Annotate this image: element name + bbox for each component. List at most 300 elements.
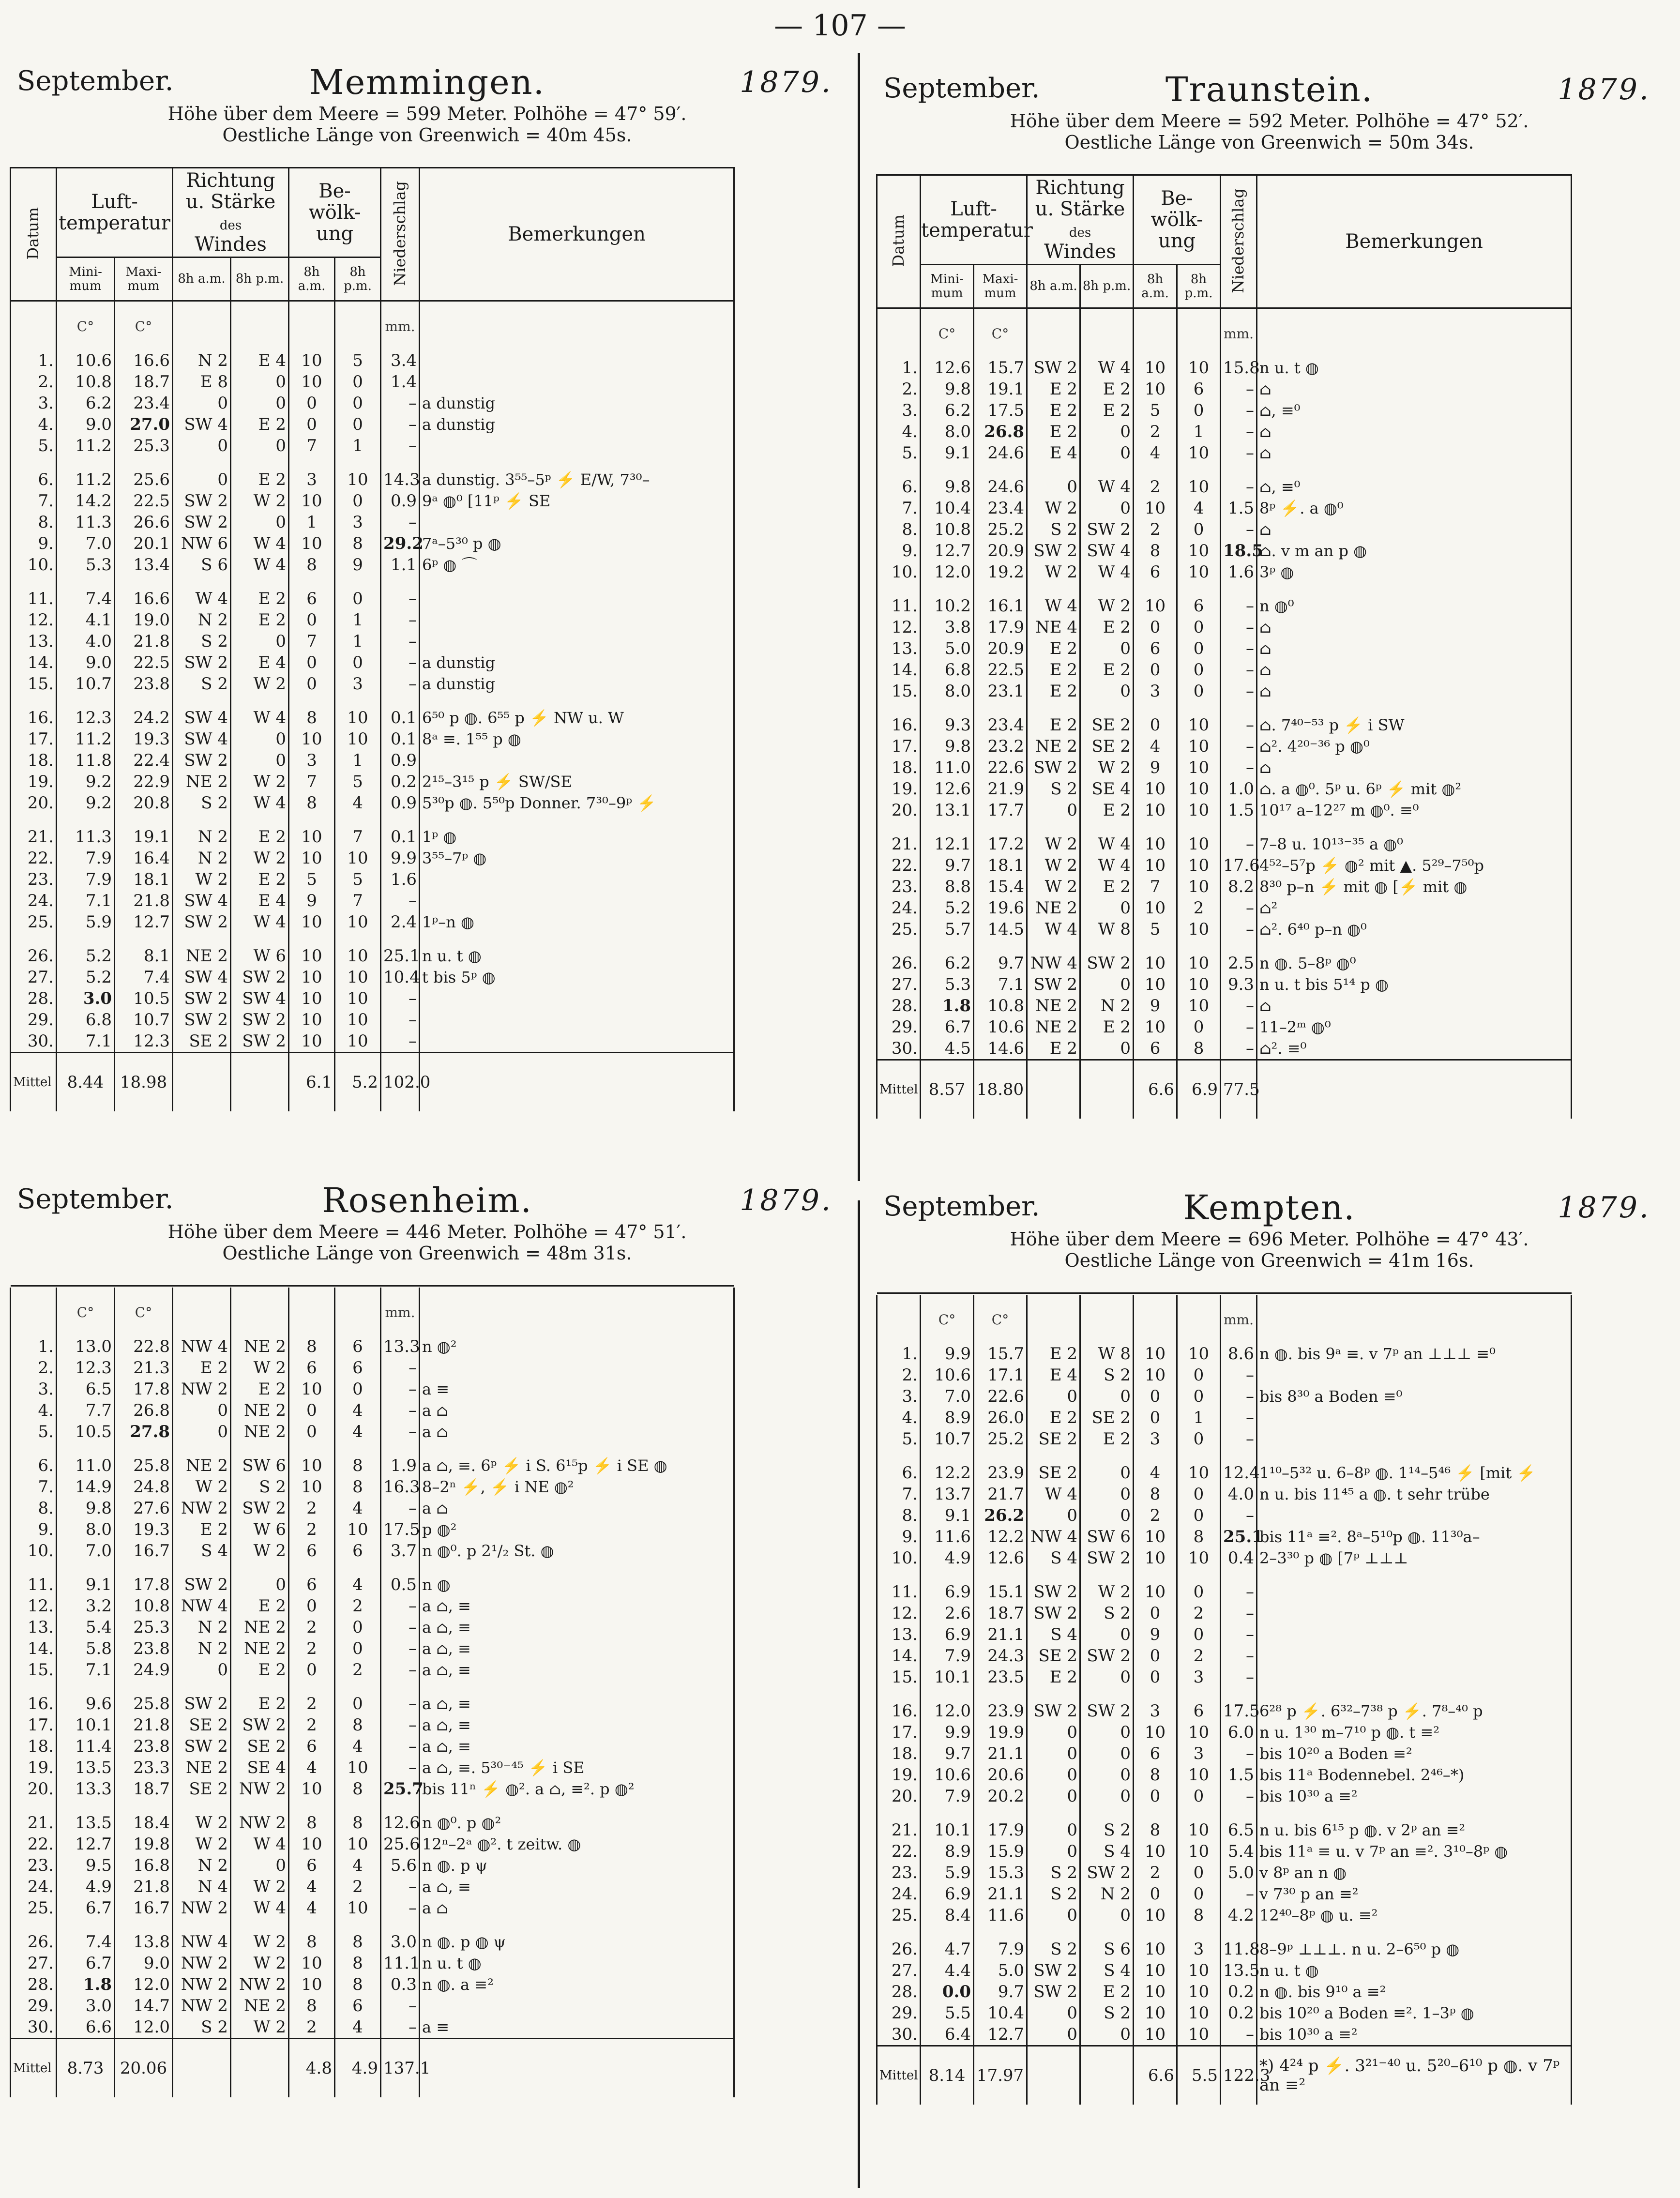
cell-wind-am: SW 2 (1027, 1603, 1080, 1624)
mittel-max: 20.06 (115, 2038, 173, 2097)
cell-cloud-am: 10 (289, 371, 335, 393)
cell-cloud-am: 10 (289, 933, 335, 967)
cell-max-temp: 7.1 (974, 974, 1027, 995)
cell-cloud-am: 4 (289, 1897, 335, 1919)
cell-wind-am: W 2 (173, 869, 231, 890)
cell-min-temp: 6.8 (921, 659, 974, 681)
table-row (877, 2024, 1572, 2046)
table-row (11, 1995, 734, 2016)
cell-date: 20. (11, 1778, 57, 1800)
cell-date: 9. (11, 533, 57, 554)
cell-wind-pm: 0 (1080, 1624, 1134, 1645)
cell-max-temp: 15.4 (974, 876, 1027, 897)
table-row (877, 778, 1572, 800)
cell-cloud-pm: 8 (335, 1953, 381, 1974)
table-row (877, 540, 1572, 561)
cell-cloud-pm: 8 (335, 1800, 381, 1834)
mittel-cloud-pm: 6.9 (1177, 1060, 1221, 1119)
cell-wind-am: E 2 (173, 1519, 231, 1540)
cell-remarks: 1ᵖ ◍ (420, 814, 734, 848)
cell-min-temp: 7.0 (57, 533, 115, 554)
cell-wind-pm: SW 2 (1080, 519, 1134, 540)
table-row (11, 512, 734, 533)
cell-cloud-am: 10 (289, 1953, 335, 1974)
cell-wind-am: S 2 (173, 792, 231, 814)
cell-wind-am: W 4 (1027, 1484, 1080, 1505)
cell-precip: – (381, 1736, 420, 1757)
cell-date: 5. (877, 1428, 921, 1450)
cell-min-temp: 10.6 (57, 337, 115, 371)
cell-cloud-am: 10 (1134, 1926, 1177, 1960)
cell-cloud-am: 2 (289, 1498, 335, 1519)
cell-remarks: a ⌂, ≡. 5³⁰⁻⁴⁵ ⚡ i SE (420, 1757, 734, 1778)
cell-cloud-pm: 1 (1177, 421, 1221, 442)
cell-max-temp: 25.3 (115, 1617, 173, 1638)
cell-precip: 2.4 (381, 911, 420, 933)
cell-cloud-pm: 10 (1177, 800, 1221, 821)
cell-max-temp: 24.2 (115, 695, 173, 728)
cell-precip: – (381, 393, 420, 414)
table-row (11, 609, 734, 631)
cell-date: 1. (877, 1331, 921, 1364)
cell-wind-am: SW 4 (173, 728, 231, 750)
cell-cloud-am: 2 (289, 1617, 335, 1638)
cell-cloud-pm: 4 (1177, 498, 1221, 519)
cell-wind-pm: SW 2 (1080, 1862, 1134, 1883)
cell-precip: – (381, 1421, 420, 1442)
table-row (11, 750, 734, 771)
cell-precip: 1.5 (1221, 498, 1257, 519)
cell-cloud-pm: 10 (1177, 778, 1221, 800)
table-row (11, 890, 734, 911)
cell-cloud-am: 6 (289, 1540, 335, 1561)
cell-wind-pm: SW 4 (1080, 540, 1134, 561)
station-traunstein (866, 70, 1672, 1119)
cell-wind-am: NE 2 (173, 933, 231, 967)
cell-min-temp: 5.0 (921, 638, 974, 659)
cell-cloud-am: 0 (289, 1659, 335, 1681)
cell-precip: – (1221, 1407, 1257, 1428)
header-wind-am: 8h a.m. (173, 258, 231, 301)
longitude-line: Oestliche Länge von Greenwich = 50m 34s. (1064, 132, 1474, 153)
table-row (877, 1926, 1572, 1960)
cell-wind-am: W 2 (173, 1834, 231, 1855)
cell-max-temp: 16.7 (115, 1540, 173, 1561)
cell-cloud-am: 2 (1134, 421, 1177, 442)
cell-date: 25. (877, 919, 921, 940)
cell-cloud-am: 6 (289, 576, 335, 609)
cell-max-temp: 20.2 (974, 1786, 1027, 1807)
table-row (877, 1386, 1572, 1407)
cell-wind-am: NE 2 (1027, 736, 1080, 757)
cell-max-temp: 12.6 (974, 1547, 1027, 1569)
cell-wind-pm: SE 2 (231, 1736, 289, 1757)
cell-max-temp: 26.8 (115, 1400, 173, 1421)
cell-wind-pm: 0 (231, 1855, 289, 1876)
cell-remarks: a dunstig (420, 673, 734, 695)
cell-remarks: n ◍⁰ (1257, 583, 1572, 617)
cell-wind-am: SW 2 (173, 490, 231, 512)
cell-max-temp: 15.9 (974, 1841, 1027, 1862)
cell-remarks: 1¹⁰–5³² u. 6–8ᵖ ◍. 1¹⁴–5⁴⁶ ⚡ [mit ⚡ (1257, 1450, 1572, 1484)
cell-date: 29. (877, 1016, 921, 1038)
cell-precip: 1.6 (381, 869, 420, 890)
cell-cloud-pm: 0 (1177, 659, 1221, 681)
cell-cloud-pm: 0 (1177, 1883, 1221, 1905)
altitude-line: Höhe über dem Meere = 446 Meter. Polhöhe = 47° 51′. (167, 1221, 687, 1243)
cell-precip: – (1221, 638, 1257, 659)
header-wind-am: 8h a.m. (1027, 265, 1080, 308)
cell-wind-am: N 2 (173, 609, 231, 631)
weather-table (876, 1292, 1572, 2105)
cell-max-temp: 20.8 (115, 792, 173, 814)
cell-precip: 25.6 (381, 1834, 420, 1855)
table-row (877, 876, 1572, 897)
cell-date: 5. (11, 1421, 57, 1442)
cell-min-temp: 12.0 (921, 1688, 974, 1722)
cell-wind-pm: W 4 (1080, 855, 1134, 876)
cell-wind-am: NW 4 (173, 1919, 231, 1953)
cell-cloud-am: 6 (1134, 1743, 1177, 1764)
cell-wind-am: W 4 (173, 576, 231, 609)
cell-wind-am: NW 2 (173, 1974, 231, 1995)
cell-cloud-pm: 0 (1177, 1786, 1221, 1807)
cell-remarks: ⌂. 7⁴⁰⁻⁵³ p ⚡ i SW (1257, 702, 1572, 736)
cell-date: 2. (11, 371, 57, 393)
cell-cloud-pm: 0 (335, 1379, 381, 1400)
cell-cloud-pm: 4 (335, 1400, 381, 1421)
cell-remarks: ⌂² (1257, 897, 1572, 919)
cell-wind-pm: SW 2 (231, 967, 289, 988)
cell-max-temp: 19.2 (974, 561, 1027, 583)
mittel-cloud-am: 6.6 (1134, 2046, 1177, 2105)
header-cloud: Be- wölk- ung (1134, 175, 1221, 265)
cell-min-temp: 12.7 (921, 540, 974, 561)
cell-remarks (420, 512, 734, 533)
weather-table (10, 1285, 735, 2097)
table-row (877, 1645, 1572, 1667)
table-row (877, 498, 1572, 519)
cell-cloud-am: 8 (289, 792, 335, 814)
cell-cloud-pm: 10 (335, 1834, 381, 1855)
cell-min-temp: 12.0 (921, 561, 974, 583)
cell-cloud-am: 3 (1134, 1428, 1177, 1450)
cell-date: 20. (877, 800, 921, 821)
cell-min-temp: 6.2 (921, 400, 974, 421)
cell-remarks: n ◍. p ψ (420, 1855, 734, 1876)
table-row (11, 1009, 734, 1031)
cell-date: 4. (11, 414, 57, 435)
unit-temp: C° (974, 323, 1027, 345)
table-row (877, 1364, 1572, 1386)
cell-precip: – (1221, 897, 1257, 919)
table-row (11, 728, 734, 750)
cell-min-temp: 9.9 (921, 1722, 974, 1743)
mittel-cloud-am: 6.6 (1134, 1060, 1177, 1119)
cell-min-temp: 5.3 (921, 974, 974, 995)
table-row (11, 456, 734, 490)
cell-date: 1. (877, 345, 921, 379)
table-row (11, 1031, 734, 1053)
cell-min-temp: 9.8 (921, 736, 974, 757)
cell-remarks (1257, 1667, 1572, 1688)
cell-date: 23. (877, 876, 921, 897)
cell-wind-pm: W 2 (231, 1540, 289, 1561)
cell-precip: – (381, 1638, 420, 1659)
cell-max-temp: 18.1 (974, 855, 1027, 876)
cell-wind-pm: E 2 (1080, 800, 1134, 821)
cell-precip: – (1221, 681, 1257, 702)
cell-max-temp: 17.8 (115, 1561, 173, 1595)
cell-wind-am: SW 2 (173, 1681, 231, 1714)
cell-min-temp: 4.7 (921, 1926, 974, 1960)
cell-remarks: a ⌂, ≡ (420, 1638, 734, 1659)
cell-wind-am: S 2 (1027, 1926, 1080, 1960)
table-row (11, 1757, 734, 1778)
table-row (877, 736, 1572, 757)
cell-cloud-pm: 10 (1177, 702, 1221, 736)
cell-wind-am: SW 2 (173, 512, 231, 533)
cell-cloud-pm: 0 (1177, 1428, 1221, 1450)
cell-precip: 0.1 (381, 814, 420, 848)
cell-remarks: 4⁵²–5⁷p ⚡ ◍² mit ▲. 5²⁹–7⁵⁰p (1257, 855, 1572, 876)
cell-cloud-am: 10 (289, 1031, 335, 1053)
cell-cloud-pm: 10 (335, 456, 381, 490)
cell-precip: 4.0 (1221, 1484, 1257, 1505)
cell-max-temp: 11.6 (974, 1905, 1027, 1926)
table-row (877, 897, 1572, 919)
cell-max-temp: 22.6 (974, 757, 1027, 778)
cell-remarks: n ◍. 5–8ᵖ ◍⁰ (1257, 940, 1572, 974)
cell-cloud-am: 8 (1134, 540, 1177, 561)
cell-precip: – (1221, 519, 1257, 540)
cell-wind-pm: E 2 (231, 814, 289, 848)
cell-cloud-am: 10 (1134, 1364, 1177, 1386)
table-row (877, 421, 1572, 442)
cell-wind-am: NW 4 (173, 1595, 231, 1617)
cell-max-temp: 19.1 (974, 379, 1027, 400)
cell-cloud-am: 9 (1134, 995, 1177, 1016)
cell-date: 14. (11, 652, 57, 673)
cell-date: 21. (877, 821, 921, 855)
column-divider (858, 1200, 860, 2188)
cell-cloud-am: 10 (1134, 1905, 1177, 1926)
cell-precip: – (1221, 1016, 1257, 1038)
cell-max-temp: 18.7 (115, 371, 173, 393)
table-row (11, 1714, 734, 1736)
cell-remarks: n u. t ◍ (1257, 345, 1572, 379)
cell-precip: 12.6 (381, 1800, 420, 1834)
cell-wind-am: SW 2 (173, 1736, 231, 1757)
cell-precip: – (381, 1498, 420, 1519)
cell-cloud-am: 7 (289, 435, 335, 456)
table-row (11, 695, 734, 728)
cell-min-temp: 9.1 (921, 1505, 974, 1526)
cell-wind-pm: S 2 (1080, 1603, 1134, 1624)
cell-wind-am: W 4 (1027, 583, 1080, 617)
cell-remarks: a dunstig. 3⁵⁵–5ᵖ ⚡ E/W, 7³⁰– (420, 456, 734, 490)
cell-date: 13. (11, 631, 57, 652)
cell-wind-pm: E 2 (231, 869, 289, 890)
table-row (11, 1476, 734, 1498)
cell-cloud-am: 10 (289, 1834, 335, 1855)
cell-remarks: n u. t ◍ (420, 933, 734, 967)
cell-date: 2. (11, 1357, 57, 1379)
cell-min-temp: 6.7 (57, 1897, 115, 1919)
cell-precip: 13.3 (381, 1323, 420, 1357)
cell-cloud-am: 0 (1134, 1645, 1177, 1667)
cell-wind-am: SW 2 (1027, 540, 1080, 561)
cell-date: 26. (11, 1919, 57, 1953)
cell-remarks: ⌂ (1257, 442, 1572, 464)
table-row (11, 1519, 734, 1540)
cell-max-temp: 16.7 (115, 1897, 173, 1919)
cell-cloud-pm: 10 (1177, 1547, 1221, 1569)
table-row (11, 1357, 734, 1379)
cell-cloud-am: 6 (289, 1736, 335, 1757)
cell-wind-am: 0 (1027, 1505, 1080, 1526)
cell-min-temp: 11.6 (921, 1526, 974, 1547)
cell-date: 15. (877, 1667, 921, 1688)
table-row (877, 702, 1572, 736)
cell-date: 6. (11, 456, 57, 490)
cell-cloud-pm: 10 (335, 1009, 381, 1031)
cell-wind-am: W 2 (1027, 821, 1080, 855)
cell-max-temp: 24.6 (974, 442, 1027, 464)
cell-cloud-am: 1 (289, 512, 335, 533)
cell-cloud-pm: 10 (335, 1757, 381, 1778)
cell-cloud-pm: 3 (1177, 1743, 1221, 1764)
cell-cloud-am: 8 (289, 1323, 335, 1357)
cell-cloud-pm: 10 (335, 933, 381, 967)
cell-cloud-am: 4 (289, 1757, 335, 1778)
cell-cloud-pm: 2 (1177, 1603, 1221, 1624)
table-row (11, 1659, 734, 1681)
cell-cloud-pm: 5 (335, 869, 381, 890)
cell-wind-pm: SW 2 (1080, 940, 1134, 974)
cell-wind-am: SW 2 (1027, 757, 1080, 778)
cell-date: 2. (877, 379, 921, 400)
cell-cloud-am: 10 (1134, 940, 1177, 974)
cell-wind-am: E 2 (1027, 1038, 1080, 1060)
cell-cloud-am: 8 (289, 1919, 335, 1953)
cell-remarks: ⌂ (1257, 617, 1572, 638)
cell-cloud-am: 8 (289, 1800, 335, 1834)
cell-cloud-am: 2 (1134, 464, 1177, 498)
cell-date: 14. (877, 1645, 921, 1667)
header-cloud-pm: 8h p.m. (1177, 265, 1221, 308)
cell-max-temp: 12.0 (115, 1974, 173, 1995)
cell-date: 27. (11, 1953, 57, 1974)
cell-wind-am: E 2 (1027, 638, 1080, 659)
cell-cloud-pm: 2 (335, 1659, 381, 1681)
cell-wind-pm: 0 (1080, 442, 1134, 464)
mittel-row (877, 2046, 1572, 2105)
cell-min-temp: 12.3 (57, 1357, 115, 1379)
footnote (1257, 1060, 1572, 1119)
cell-max-temp: 23.4 (974, 702, 1027, 736)
cell-wind-am: 0 (1027, 1841, 1080, 1862)
cell-cloud-pm: 8 (1177, 1526, 1221, 1547)
cell-date: 8. (11, 1498, 57, 1519)
table-row (877, 1841, 1572, 1862)
cell-wind-am: NE 2 (1027, 1016, 1080, 1038)
table-row (11, 1379, 734, 1400)
cell-precip: 0.9 (381, 490, 420, 512)
cell-cloud-am: 10 (1134, 1526, 1177, 1547)
cell-wind-pm: E 2 (1080, 876, 1134, 897)
table-row (11, 1800, 734, 1834)
longitude-line: Oestliche Länge von Greenwich = 41m 16s. (1064, 1250, 1474, 1271)
cell-precip: 15.8 (1221, 345, 1257, 379)
cell-cloud-am: 10 (1134, 1016, 1177, 1038)
station-kempten (866, 1188, 1672, 2105)
cell-cloud-pm: 10 (335, 728, 381, 750)
cell-min-temp: 10.6 (921, 1364, 974, 1386)
cell-max-temp: 21.9 (974, 778, 1027, 800)
cell-cloud-am: 2 (1134, 1862, 1177, 1883)
cell-min-temp: 9.1 (921, 442, 974, 464)
table-row (11, 337, 734, 371)
weather-table (10, 167, 735, 1111)
table-row (11, 652, 734, 673)
cell-cloud-am: 5 (1134, 400, 1177, 421)
table-row (877, 442, 1572, 464)
cell-max-temp: 10.8 (115, 1595, 173, 1617)
cell-max-temp: 25.2 (974, 519, 1027, 540)
table-row (11, 1876, 734, 1897)
cell-remarks: ⌂ (1257, 379, 1572, 400)
cell-cloud-pm: 10 (1177, 1981, 1221, 2002)
cell-date: 9. (877, 1526, 921, 1547)
cell-remarks: 10¹⁷ a–12²⁷ m ◍⁰. ≡⁰ (1257, 800, 1572, 821)
mittel-max: 18.98 (115, 1053, 173, 1112)
cell-cloud-pm: 1 (335, 609, 381, 631)
cell-min-temp: 9.7 (921, 1743, 974, 1764)
cell-max-temp: 26.6 (115, 512, 173, 533)
cell-max-temp: 25.8 (115, 1681, 173, 1714)
table-row (11, 1561, 734, 1595)
cell-wind-am: SW 2 (173, 750, 231, 771)
cell-wind-pm: E 4 (231, 337, 289, 371)
header-cloud-am: 8h a.m. (1134, 265, 1177, 308)
station-name: Traunstein. (1165, 70, 1374, 109)
table-row (11, 1736, 734, 1757)
cell-max-temp: 18.4 (115, 1800, 173, 1834)
table-row (877, 1743, 1572, 1764)
cell-cloud-pm: 0 (335, 1681, 381, 1714)
cell-cloud-pm: 10 (335, 848, 381, 869)
cell-remarks: 3ᵖ ◍ (1257, 561, 1572, 583)
cell-max-temp: 23.9 (974, 1450, 1027, 1484)
cell-date: 22. (11, 1834, 57, 1855)
cell-date: 11. (877, 1569, 921, 1603)
cell-date: 15. (11, 1659, 57, 1681)
cell-wind-am: SW 4 (173, 967, 231, 988)
unit-precip: mm. (1221, 323, 1257, 345)
cell-wind-pm: 0 (231, 750, 289, 771)
cell-wind-am: SW 4 (173, 695, 231, 728)
table-row (877, 940, 1572, 974)
cell-precip: – (1221, 1364, 1257, 1386)
cell-precip: – (1221, 736, 1257, 757)
cell-wind-pm: 0 (1080, 1667, 1134, 1688)
cell-max-temp: 21.8 (115, 890, 173, 911)
cell-cloud-am: 6 (289, 1561, 335, 1595)
cell-min-temp: 4.9 (921, 1547, 974, 1569)
cell-precip: – (381, 1876, 420, 1897)
cell-remarks (420, 435, 734, 456)
